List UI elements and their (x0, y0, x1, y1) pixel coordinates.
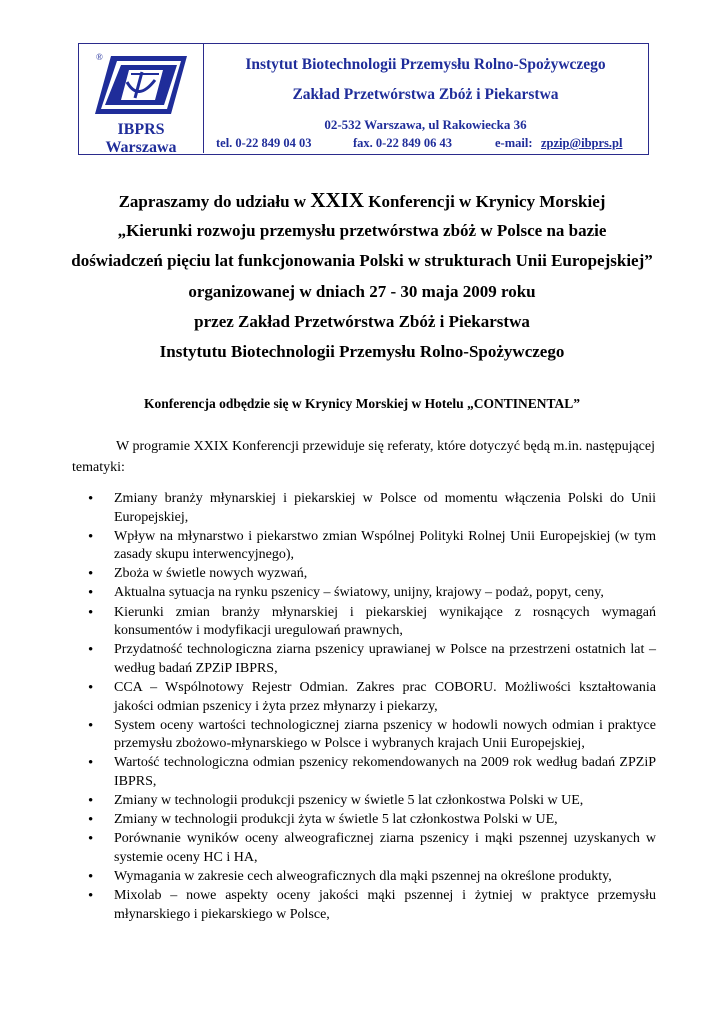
list-item: • Wymagania w zakresie cech alweograficznych dla mąki pszennej na określone produkty, (88, 868, 656, 887)
list-item: • Kierunki zmian branży młynarskiej i piekarskiej wynikające z rosnących wymagań konsumentów i modyfikacji uregulowań prawnych, (88, 604, 656, 641)
heading-line-6: Instytutu Biotechnologii Przemysłu Rolno-Spożywczego (159, 342, 565, 361)
list-item: • Zboża w świetle nowych wyzwań, (88, 565, 656, 584)
list-item: • Mixolab – nowe aspekty oceny jakości mąki pszennej i żytniej w praktyce przemysłu młynarskiego i piekarskiego w Polsce, (88, 887, 656, 924)
fax: fax. 0-22 849 06 43 (353, 136, 452, 150)
list-item: • Porównanie wyników oceny alweograficznej ziarna pszenicy i mąki pszennej uzyskanych w systemie oceny HC i HA, (88, 830, 656, 867)
letterhead-info (203, 44, 648, 153)
intro-text: W programie XXIX Konferencji przewiduje się referaty, które dotyczyć będą m.in. następującej tematyki: (72, 439, 655, 475)
list-item: • System oceny wartości technologicznej ziarna pszenicy w hodowli nowych odmian i praktyce przemysłu zbożowo-młynarskiego w Polsce i wybranych krajach Unii Europejskiej, (88, 717, 656, 754)
logo-name: IBPRS (117, 121, 165, 138)
email-link[interactable]: zpzip@ibprs.pl (541, 136, 623, 150)
heading-invite: Zapraszamy do udziału w (118, 192, 307, 211)
list-item: • CCA – Wspólnotowy Rejestr Odmian. Zakres prac COBORU. Możliwości kształtowania jakości odmian pszenicy i żyta przez młynarzy i piekarzy, (88, 679, 656, 716)
list-item: • Przydatność technologiczna ziarna pszenicy uprawianej w Polsce na przestrzeni ostatnich lat – według badań ZPZiP IBPRS, (88, 641, 656, 678)
heading-line-2: „Kierunki rozwoju przemysłu przetwórstwa zbóż w Polsce na bazie (117, 221, 607, 240)
logo-city: Warszawa (105, 139, 177, 156)
list-item: • Zmiany w technologii produkcji żyta w świetle 5 lat członkostwa Polski w UE, (88, 811, 656, 830)
venue-note: Konferencja odbędzie się w Krynicy Morskiej w Hotelu „CONTINENTAL” (144, 396, 580, 411)
registered-mark: ® (96, 52, 103, 62)
phone: tel. 0-22 849 04 03 (216, 136, 312, 150)
address: 02-532 Warszawa, ul Rakowiecka 36 (324, 117, 527, 132)
department-name: Zakład Przetwórstwa Zbóż i Piekarstwa (292, 86, 559, 103)
list-item: • Wartość technologiczna odmian pszenicy rekomendowanych na 2009 rok według badań ZPZiP IBPRS, (88, 754, 656, 791)
intro-paragraph (72, 436, 655, 478)
email-label: e-mail: (495, 136, 533, 150)
heading-line-5: przez Zakład Przetwórstwa Zbóż i Piekarstwa (194, 312, 530, 331)
letterhead (78, 43, 649, 155)
list-item: • Aktualna sytuacja na rynku pszenicy – światowy, unijny, krajowy – podaż, popyt, ceny, (88, 584, 656, 603)
topics-list (88, 490, 656, 925)
heading-edition: XXIX (310, 188, 364, 212)
heading-conference: Konferencji w Krynicy Morskiej (368, 192, 606, 211)
list-item: • Zmiany w technologii produkcji pszenicy w świetle 5 lat członkostwa Polski w UE, (88, 792, 656, 811)
heading-line-1 (0, 190, 724, 212)
heading-line-3: doświadczeń pięciu lat funkcjonowania Polski w strukturach Unii Europejskiej” (71, 251, 653, 270)
letterhead-logo-panel (79, 44, 204, 156)
heading-line-4: organizowanej w dniach 27 - 30 maja 2009 roku (188, 282, 536, 301)
list-item: • Zmiany branży młynarskiej i piekarskiej w Polsce od momentu włączenia Polski do Unii Europejskiej, (88, 490, 656, 527)
list-item: • Wpływ na młynarstwo i piekarstwo zmian Wspólnej Polityki Rolnej Unii Europejskiej (w tym zasady skupu interwencyjnego), (88, 528, 656, 565)
institute-name: Instytut Biotechnologii Przemysłu Rolno-Spożywczego (245, 56, 606, 73)
ibprs-logo-icon (93, 52, 189, 118)
